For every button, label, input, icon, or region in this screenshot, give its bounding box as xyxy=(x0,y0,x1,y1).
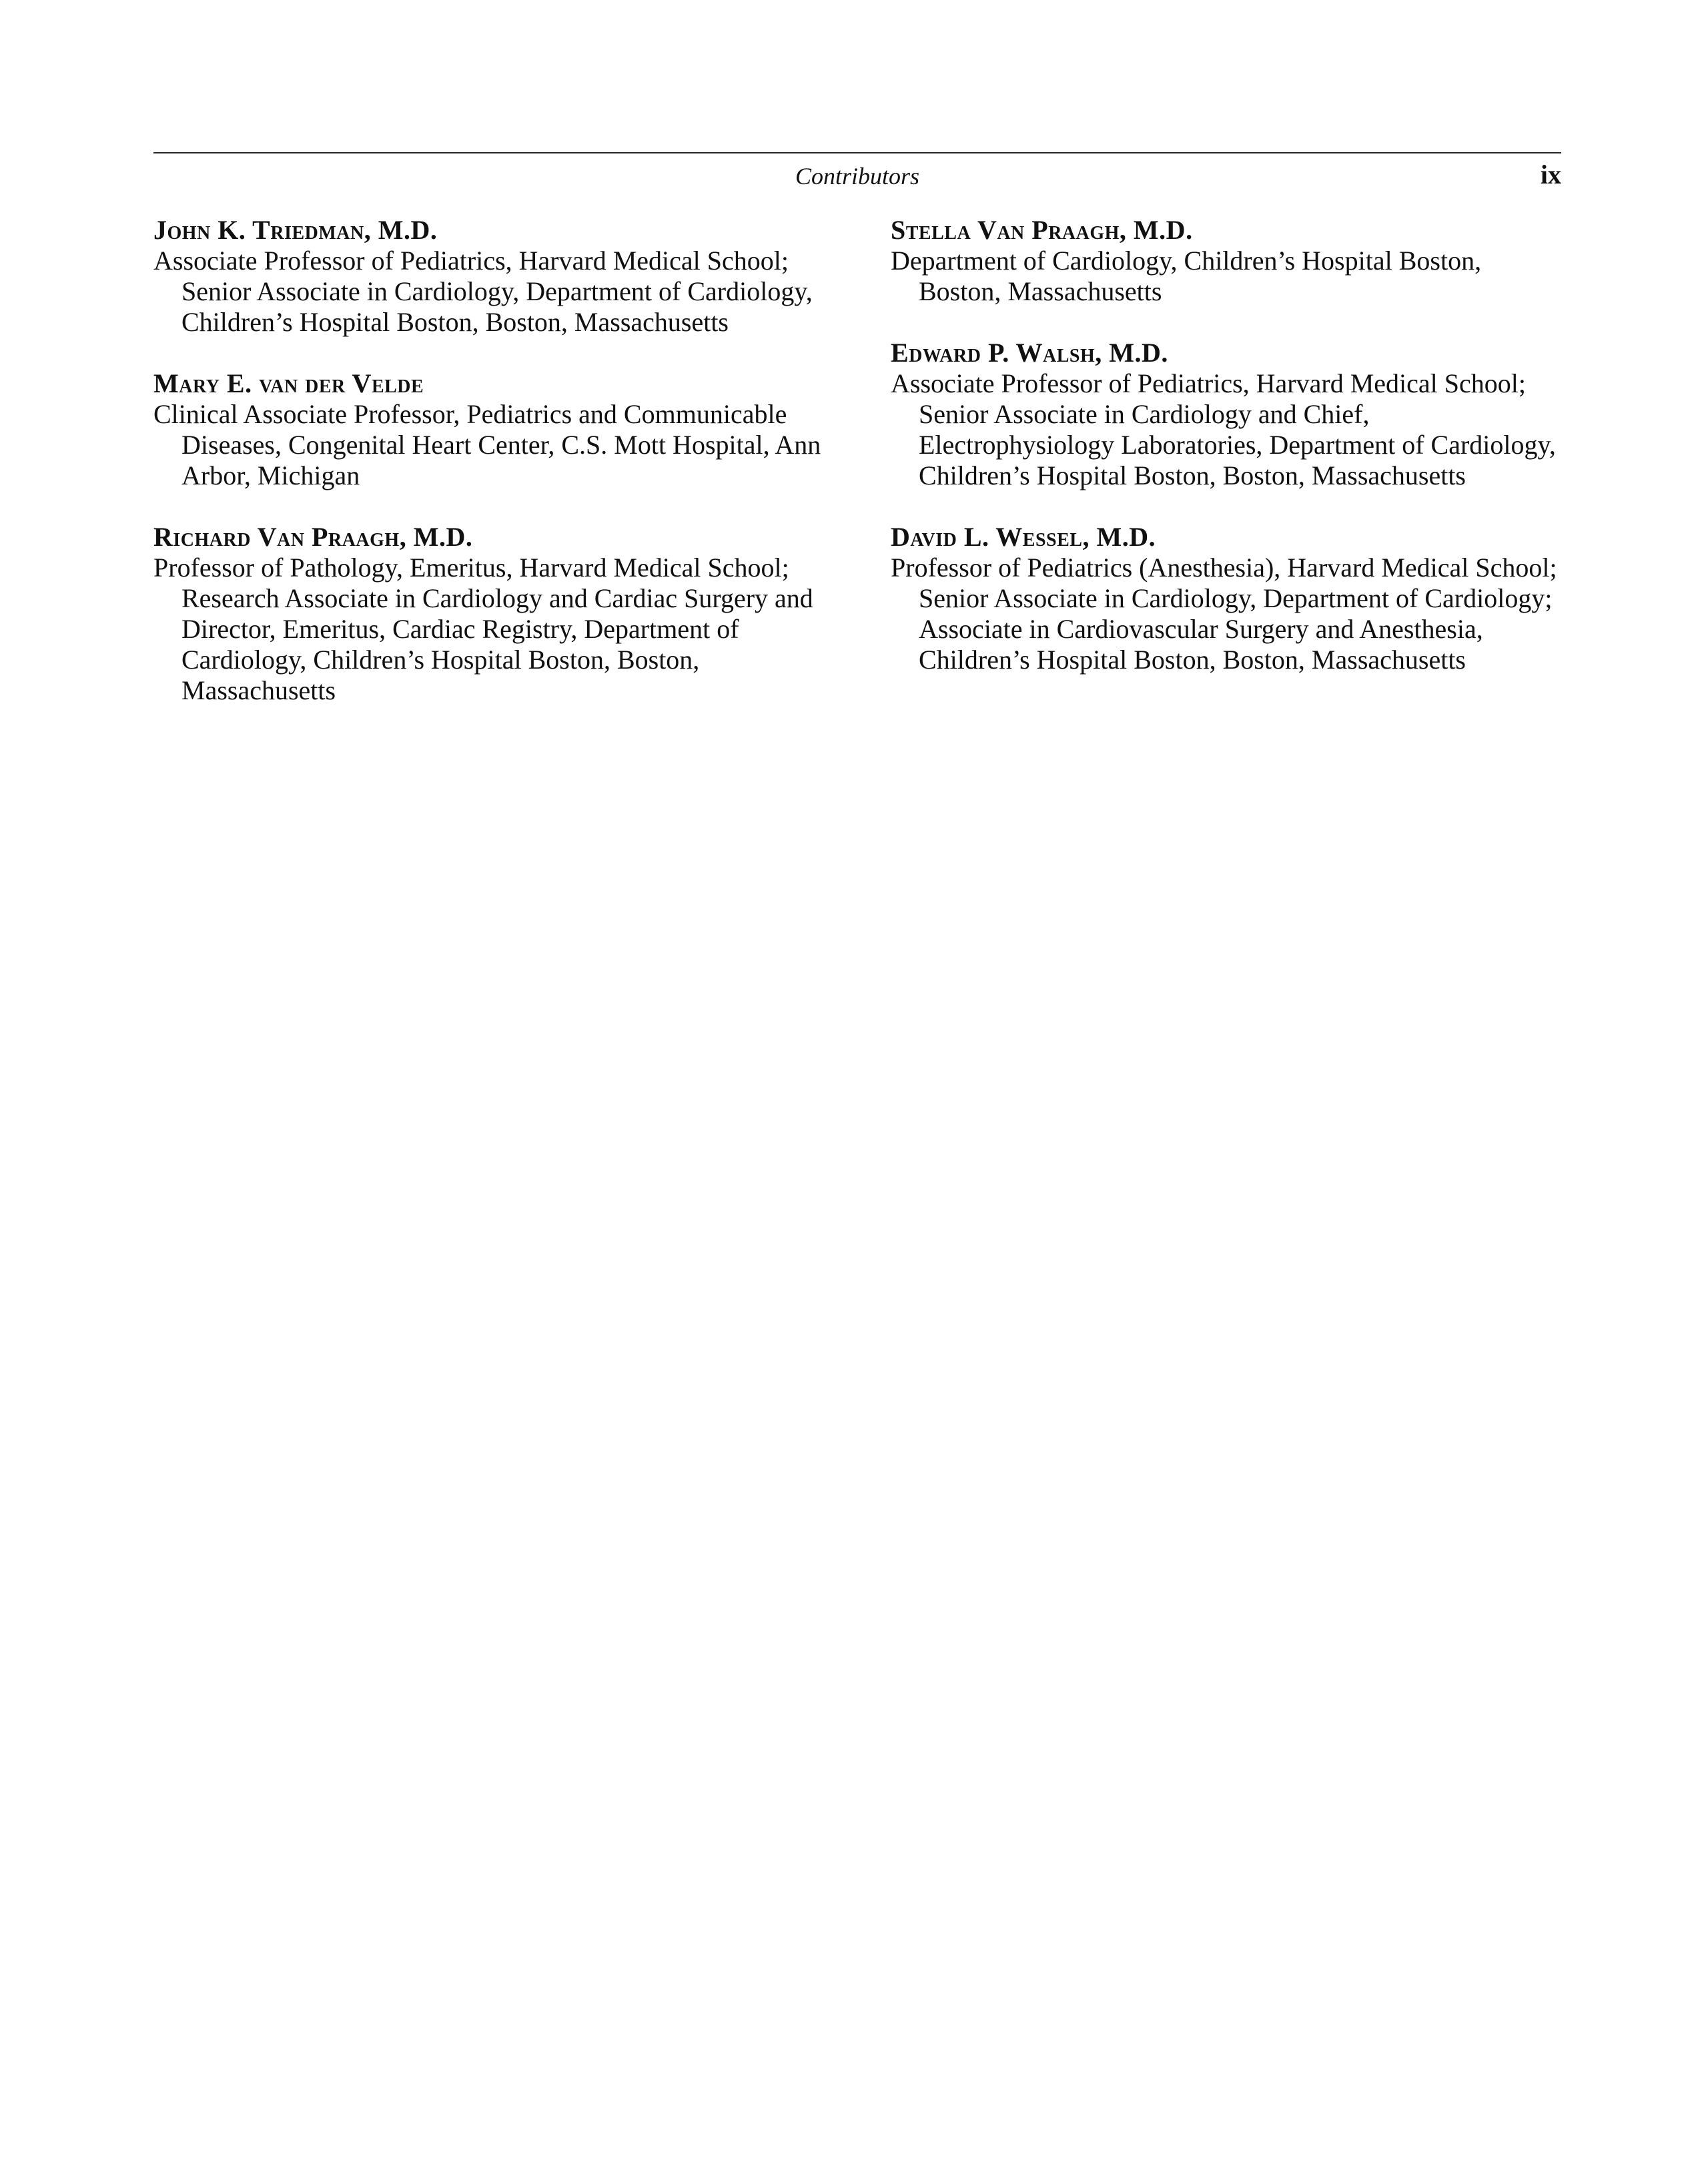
contributor-name: David L. Wessel, M.D. xyxy=(891,522,1156,552)
contributor-affiliation: Clinical Associate Professor, Pediatrics and Communicable Diseases, Congenital Heart Center, C.S. Mott Hospital, Ann Arbor, Michigan xyxy=(153,399,821,490)
contributor-affiliation: Professor of Pediatrics (Anesthesia), Harvard Medical School; Senior Associate in Cardiology, Department of Cardiology; Associate in Cardiovascular Surgery and Anesthesia, Children’s Hospital Boston, Boston, Massachusetts xyxy=(891,553,1557,675)
running-head: Contributors xyxy=(795,163,920,190)
right-column xyxy=(891,215,1561,706)
left-column xyxy=(153,215,827,737)
contributor-name: Richard Van Praagh, M.D. xyxy=(153,522,473,552)
page-header xyxy=(153,152,1561,194)
contributor-entry xyxy=(891,215,1561,307)
contributor-affiliation: Professor of Pathology, Emeritus, Harvard Medical School; Research Associate in Cardiology and Cardiac Surgery and Director, Emeritus, Cardiac Registry, Department of Cardiology, Children’s Hospital Boston, Boston, Massachusetts xyxy=(153,553,813,705)
contributor-name: Edward P. Walsh, M.D. xyxy=(891,338,1168,368)
contributor-affiliation: Associate Professor of Pediatrics, Harvard Medical School; Senior Associate in Cardiology, Department of Cardiology, Children’s Hospital Boston, Boston, Massachusetts xyxy=(153,246,813,337)
contributor-entry xyxy=(891,338,1561,491)
contributor-affiliation: Associate Professor of Pediatrics, Harvard Medical School; Senior Associate in Cardiology and Chief, Electrophysiology Laboratories, Department of Cardiology, Children’s Hospital Boston, Boston, Massachusetts xyxy=(891,368,1556,490)
contributor-entry xyxy=(891,522,1561,675)
contributor-name: John K. Triedman, M.D. xyxy=(153,215,438,245)
contributor-name: Stella Van Praagh, M.D. xyxy=(891,215,1193,245)
page-number: ix xyxy=(1540,159,1561,190)
contributor-affiliation: Department of Cardiology, Children’s Hospital Boston, Boston, Massachusetts xyxy=(891,246,1482,306)
contributor-name: Mary E. van der Velde xyxy=(153,368,424,398)
contributor-entry xyxy=(153,368,827,491)
contributor-entry xyxy=(153,215,827,338)
contributor-entry xyxy=(153,522,827,706)
